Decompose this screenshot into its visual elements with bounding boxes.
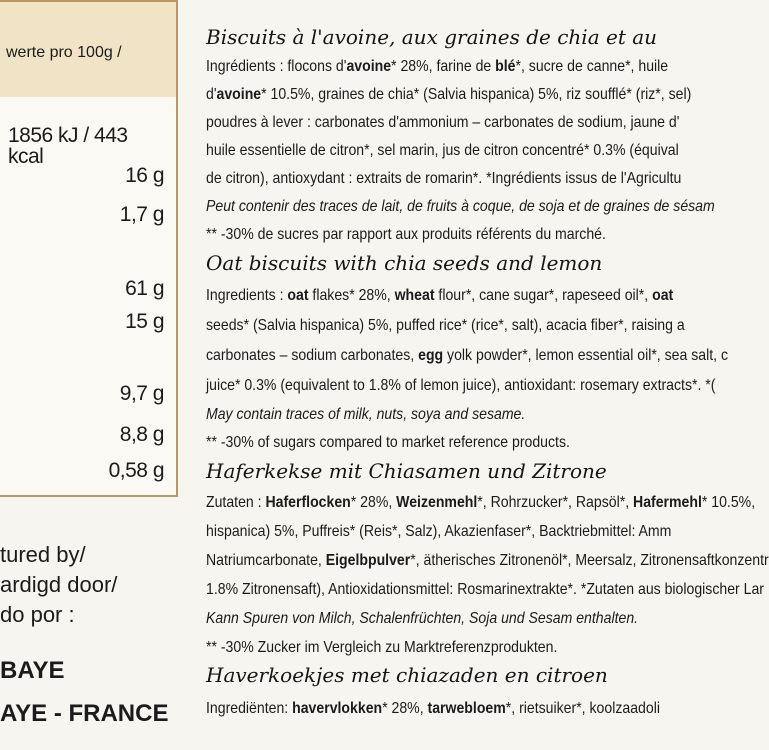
de-ingredients-line: hispanica) 5%, Puffreis* (Reis*, Salz), Akazienfaser*, Backtriebmittel: Amm [206, 523, 672, 540]
nutrition-value-fibre: 9,7 g [119, 382, 164, 405]
nl-ingredients-line: Ingrediënten: havervlokken* 28%, tarwebloem*, rietsuiker*, koolzaadoli [206, 700, 660, 717]
en-allergen-note: May contain traces of milk, nuts, soya and sesame. [206, 406, 526, 423]
en-sugar-note: ** -30% of sugars compared to market reference products. [206, 434, 570, 451]
de-sugar-note: ** -30% Zucker im Vergleich zu Marktreferenzprodukten. [206, 639, 558, 656]
fr-ingredients-line: huile essentielle de citron*, sel marin, jus de citron concentré* 0.3% (équival [206, 142, 679, 159]
nl-title: Haverkoekjes met chiazaden en citroen [206, 663, 608, 687]
nutrition-value-carbohydrate: 61 g [125, 277, 164, 300]
manufacturer-line: tured by/ [0, 542, 86, 567]
nutrition-value-salt: 0,58 g [108, 459, 164, 482]
en-ingredients-line: carbonates – sodium carbonates, egg yolk powder*, lemon essential oil*, sea salt, c [206, 347, 729, 364]
nutrition-panel [0, 0, 178, 497]
en-ingredients-line: seeds* (Salvia hispanica) 5%, puffed rice* (rice*, salt), acacia fiber*, raising a [206, 317, 685, 334]
nutrition-value-fat: 16 g [125, 164, 164, 187]
manufacturer-block [0, 540, 117, 630]
nutrition-header-label: werte pro 100g / [6, 44, 122, 61]
en-title: Oat biscuits with chia seeds and lemon [206, 251, 603, 275]
manufacturer-line: do por : [0, 602, 75, 627]
fr-ingredients-line: poudres à lever : carbonates d'ammonium – carbonates de sodium, jaune d' [206, 114, 680, 131]
fr-allergen-note: Peut contenir des traces de lait, de fruits à coque, de soja et de graines de sésam [206, 198, 715, 215]
en-ingredients-line: juice* 0.3% (equivalent to 1.8% of lemon juice), antioxidant: rosemary extracts*. *( [206, 377, 716, 394]
nutrition-energy: 1856 kJ / 443 kcal [8, 124, 128, 168]
de-ingredients-line: 1.8% Zitronensaft), Antioxidationsmittel: Rosmarinextrakte*. *Zutaten aus biologischer Lar [206, 581, 765, 598]
manufacturer-line: ardigd door/ [0, 572, 118, 597]
nutrition-value-saturates: 1,7 g [119, 203, 164, 226]
fr-title: Biscuits à l'avoine, aux graines de chia et au [206, 25, 658, 49]
manufacturer-address: AYE - FRANCE [0, 700, 169, 727]
fr-sugar-note: ** -30% de sucres par rapport aux produits référents du marché. [206, 226, 606, 243]
fr-ingredients-line: de citron), antioxydant : extraits de romarin*. *Ingrédients issus de l'Agricultu [206, 170, 682, 187]
manufacturer-name: BAYE [0, 657, 65, 684]
nutrition-header [0, 2, 176, 97]
fr-ingredients-line: Ingrédients : flocons d'avoine* 28%, farine de blé*, sucre de canne*, huile [206, 58, 669, 75]
nutrition-value-sugars: 15 g [125, 310, 164, 333]
nutrition-value-protein: 8,8 g [119, 423, 164, 446]
de-title: Haferkekse mit Chiasamen und Zitrone [206, 459, 607, 483]
en-ingredients-line: Ingredients : oat flakes* 28%, wheat flour*, cane sugar*, rapeseed oil*, oat [206, 287, 674, 304]
fr-ingredients-line: d'avoine* 10.5%, graines de chia* (Salvia hispanica) 5%, riz soufflé* (riz*, sel) [206, 86, 692, 103]
de-ingredients-line: Natriumcarbonate, Eigelbpulver*, ätherisches Zitronenöl*, Meersalz, Zitronensaftkonzentr [206, 552, 769, 569]
de-allergen-note: Kann Spuren von Milch, Schalenfrüchten, Soja und Sesam enthalten. [206, 610, 639, 627]
de-ingredients-line: Zutaten : Haferflocken* 28%, Weizenmehl*, Rohrzucker*, Rapsöl*, Hafermehl* 10.5%, [206, 494, 756, 511]
